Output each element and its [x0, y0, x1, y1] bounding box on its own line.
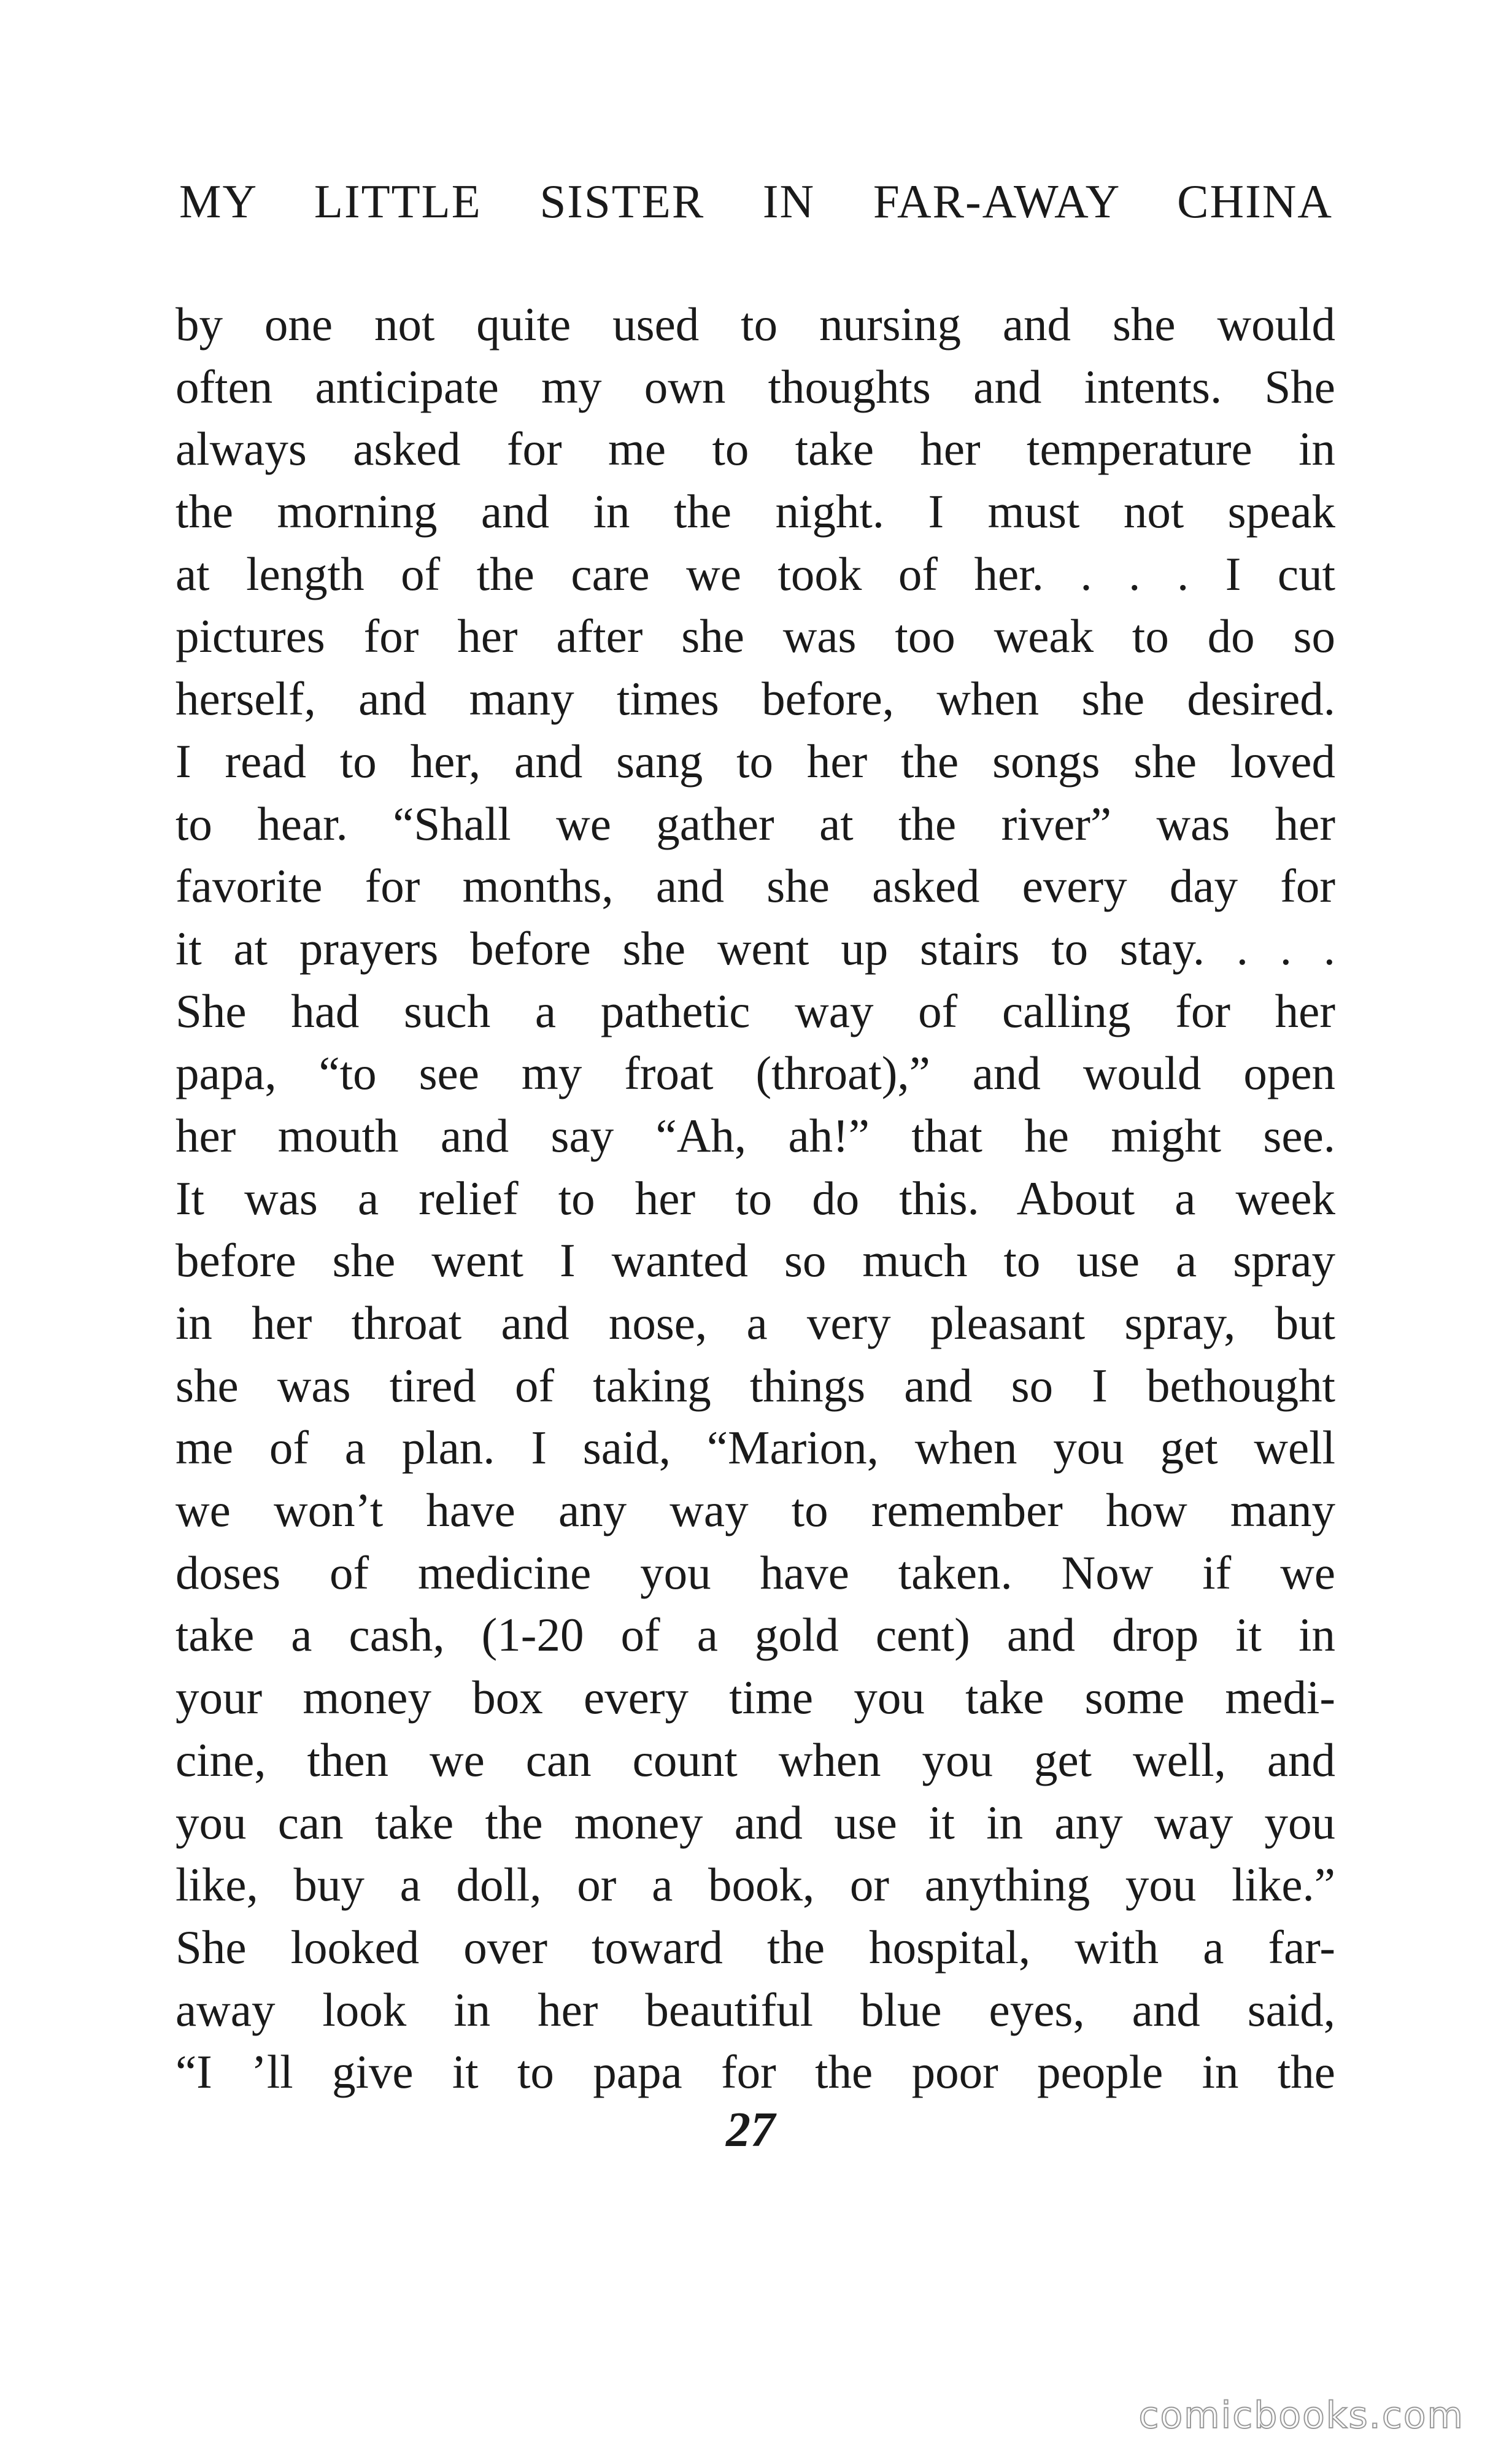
text-line: before she went I wanted so much to use a spray [176, 1234, 1335, 1287]
page-number: 27 [726, 2103, 775, 2157]
text-line: the morning and in the night. I must not speak [176, 485, 1335, 538]
text-line: always asked for me to take her temperature in [176, 422, 1335, 476]
text-line: often anticipate my own thoughts and intents. She [176, 360, 1335, 413]
text-line: doses of medicine you have taken. Now if we [176, 1546, 1335, 1599]
text-line: it at prayers before she went up stairs to stay. . . . [176, 921, 1335, 975]
text-line: in her throat and nose, a very pleasant spray, but [176, 1296, 1335, 1349]
text-line: at length of the care we took of her. . . . I cut [176, 547, 1335, 600]
text-line: She had such a pathetic way of calling for her [176, 984, 1335, 1037]
text-line: you can take the money and use it in any way you [176, 1796, 1335, 1849]
text-line: “I ’ll give it to papa for the poor people in the [176, 2045, 1335, 2099]
text-line: herself, and many times before, when she desired. [176, 672, 1335, 726]
text-line: her mouth and say “Ah, ah!” that he might see. [176, 1109, 1335, 1162]
text-line: like, buy a doll, or a book, or anything you like.” [176, 1858, 1335, 1912]
text-line: papa, “to see my froat (throat),” and would open [176, 1047, 1335, 1100]
text-line: favorite for months, and she asked every day for [176, 859, 1335, 913]
text-line: She looked over toward the hospital, with a far- [176, 1920, 1335, 1974]
text-line: away look in her beautiful blue eyes, and said, [176, 1983, 1335, 2036]
text-line: by one not quite used to nursing and she would [176, 298, 1335, 351]
text-line: me of a plan. I said, “Marion, when you get well [176, 1421, 1335, 1474]
text-line: pictures for her after she was too weak to do so [176, 610, 1335, 663]
running-head: MY LITTLE SISTER IN FAR-AWAY CHINA [179, 175, 1333, 228]
text-line: cine, then we can count when you get well, and [176, 1733, 1335, 1786]
text-line: I read to her, and sang to her the songs she loved [176, 734, 1335, 788]
text-line: we won’t have any way to remember how many [176, 1484, 1335, 1537]
watermark: comicbooks.com [1138, 2394, 1464, 2437]
text-line: she was tired of taking things and so I bethought [176, 1358, 1335, 1412]
text-line: your money box every time you take some medi- [176, 1671, 1335, 1724]
text-line: take a cash, (1-20 of a gold cent) and drop it in [176, 1608, 1335, 1662]
text-line: to hear. “Shall we gather at the river” was her [176, 797, 1335, 850]
body-text [176, 293, 1335, 2104]
text-line: It was a relief to her to do this. About a week [176, 1171, 1335, 1225]
